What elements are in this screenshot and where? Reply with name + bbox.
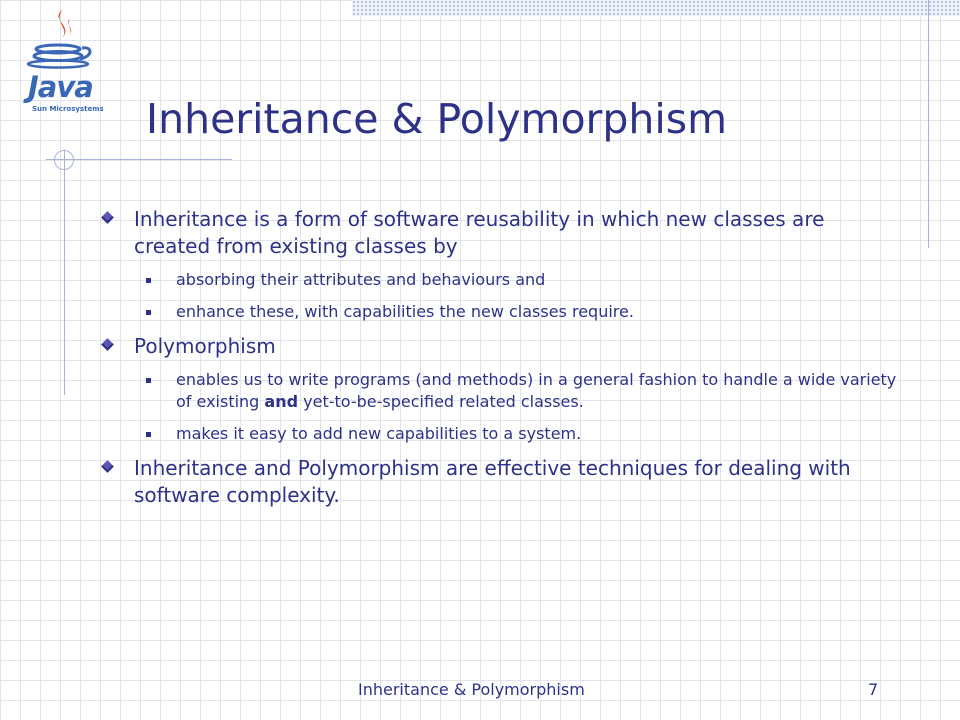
logo-subtitle: Sun Microsystems xyxy=(32,105,104,113)
bullet-text: Polymorphism xyxy=(134,334,276,358)
bullet-polymorphism xyxy=(100,333,900,360)
page-number: 7 xyxy=(868,680,879,699)
decorative-vertical-line-right xyxy=(928,0,929,248)
square-bullet-icon xyxy=(146,278,151,283)
sub-bullet-text: makes it easy to add new capabilities to a system. xyxy=(176,424,582,443)
bullet-text: Inheritance and Polymorphism are effective techniques for dealing with software complexity. xyxy=(134,456,851,507)
decorative-vertical-line-left xyxy=(64,150,65,395)
java-coffee-cup-icon xyxy=(12,6,112,70)
sub-bullet-absorbing xyxy=(100,269,900,291)
bullet-text: Inheritance is a form of software reusability in which new classes are created from existing classes by xyxy=(134,207,825,258)
diamond-bullet-icon xyxy=(101,460,114,473)
bullet-inheritance xyxy=(100,206,900,260)
diamond-bullet-icon xyxy=(101,211,114,224)
java-logo xyxy=(12,6,112,114)
square-bullet-icon xyxy=(146,432,151,437)
slide-body xyxy=(100,206,900,518)
sub-bullet-new-capabilities xyxy=(100,423,900,445)
sub-bullet-emphasis: and xyxy=(264,392,299,411)
bullet-techniques xyxy=(100,455,900,509)
sub-bullet-text: absorbing their attributes and behaviours and xyxy=(176,270,546,289)
sub-bullet-text: enhance these, with capabilities the new classes require. xyxy=(176,302,634,321)
diamond-bullet-icon xyxy=(101,338,114,351)
decorative-dot-band xyxy=(352,0,960,16)
square-bullet-icon xyxy=(146,378,151,383)
sub-bullet-enhance xyxy=(100,301,900,323)
sub-bullet-general-fashion xyxy=(100,369,900,413)
logo-wordmark: Java xyxy=(28,70,93,104)
square-bullet-icon xyxy=(146,310,151,315)
sub-bullet-text-before: enables us to write programs (and methods) in a general fashion to handle a wide variety of existing xyxy=(176,370,897,411)
decorative-crosshair-circle xyxy=(54,150,74,170)
slide-title: Inheritance & Polymorphism xyxy=(146,95,728,143)
footer-title: Inheritance & Polymorphism xyxy=(358,680,585,699)
sub-bullet-text-after: yet-to-be-specified related classes. xyxy=(298,392,584,411)
